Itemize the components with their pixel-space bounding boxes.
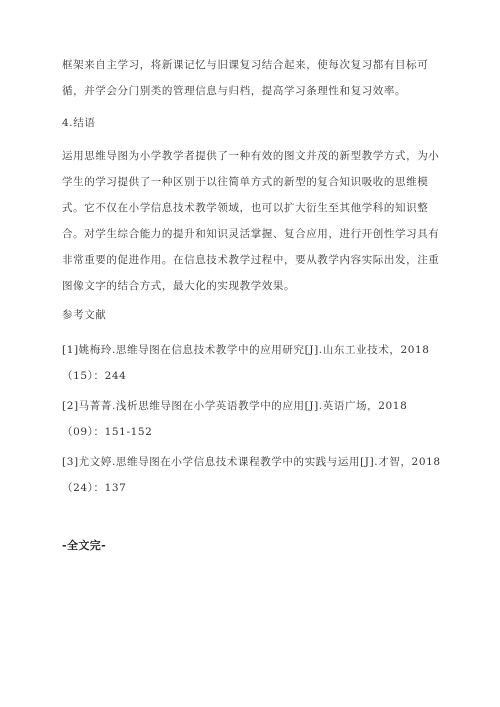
reference-item bbox=[62, 393, 442, 445]
paragraph-line: 框架来自主学习，将新课记忆与旧课复习结合起来，使每次复习都有目标可 bbox=[62, 59, 429, 71]
conclusion-paragraph bbox=[62, 143, 442, 299]
continuation-paragraph bbox=[62, 52, 442, 104]
reference-item bbox=[62, 449, 442, 501]
paragraph-line: 运用思维导图为小学教学者提供了一种有效的图文并茂的新型教学方式，为小 bbox=[62, 150, 440, 162]
paragraph-line: 学生的学习提供了一种区别于以往简单方式的新型的复合知识吸收的思维模 bbox=[62, 176, 429, 188]
paragraph-line: 循，并学会分门别类的管理信息与归档，提高学习条理性和复习效率。 bbox=[62, 85, 407, 97]
reference-item bbox=[62, 337, 442, 389]
references-heading: 参考文献 bbox=[62, 309, 107, 321]
paragraph-line: 图像文字的结合方式，最大化的实现教学效果。 bbox=[62, 280, 296, 292]
reference-line: （24）：137 bbox=[62, 482, 127, 494]
conclusion-heading: 4.结语 bbox=[62, 117, 96, 129]
reference-line: （15）：244 bbox=[62, 370, 127, 382]
paragraph-line: 式。它不仅在小学信息技术教学领域，也可以扩大衍生至其他学科的知识整 bbox=[62, 202, 429, 214]
reference-line: （09）：151-152 bbox=[62, 426, 153, 438]
reference-line: [3]尤文婷.思维导图在小学信息技术课程教学中的实践与运用[J].才智，2018 bbox=[62, 456, 441, 468]
end-mark: -全文完- bbox=[62, 539, 107, 552]
references-heading-block bbox=[62, 302, 442, 328]
reference-line: [1]姚梅玲.思维导图在信息技术教学中的应用研究[J].山东工业技术，2018 bbox=[62, 344, 430, 356]
paragraph-line: 合。对学生综合能力的提升和知识灵活掌握、复合应用，进行开创性学习具有 bbox=[62, 228, 440, 240]
reference-line: [2]马菁菁.浅析思维导图在小学英语教学中的应用[J].英语广场，2018 bbox=[62, 400, 408, 412]
section-heading bbox=[62, 110, 442, 136]
paragraph-line: 非常重要的促进作用。在信息技术教学过程中，要从教学内容实际出发，注重 bbox=[62, 254, 440, 266]
